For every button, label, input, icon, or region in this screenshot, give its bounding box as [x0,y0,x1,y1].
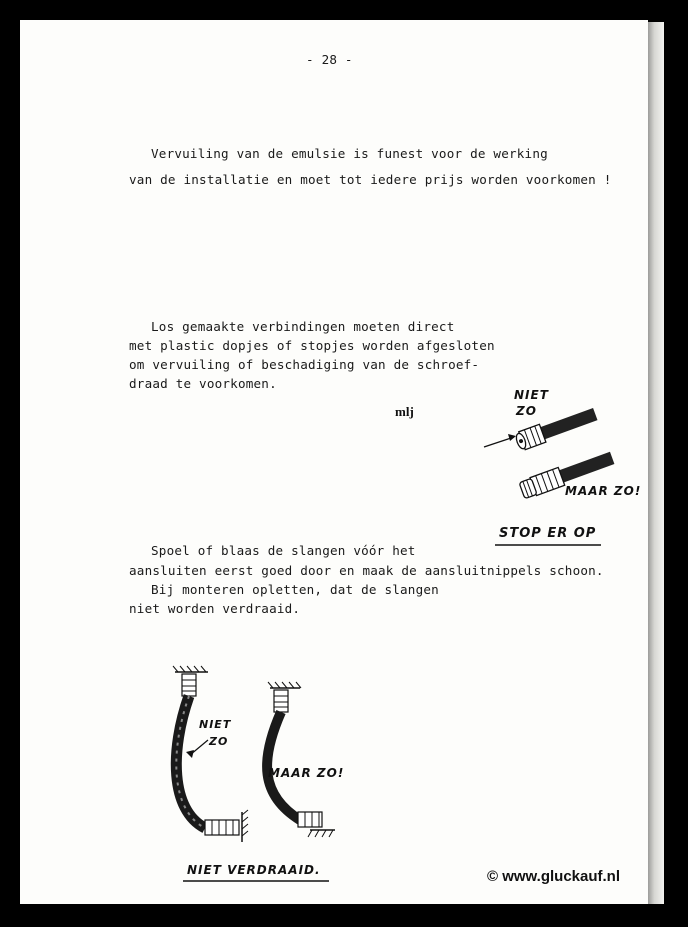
paragraph2-line2: met plastic dopjes of stopjes worden afgesloten [129,338,495,353]
illus2-niet-label: NIET [199,718,232,731]
paragraph1-line2: van de installatie en moet tot iedere prijs worden voorkomen ! [129,172,612,187]
paragraph2-line4: draad te voorkomen. [129,376,277,391]
illus1-caption-underline [495,543,605,547]
page-number: - 28 - [306,52,353,67]
paragraph3-line1: Spoel of blaas de slangen vóór het [151,543,416,558]
illus1-niet-label: NIET [514,388,549,402]
illus1-zo-label: ZO [516,404,537,418]
illus2-maar-zo-label: MAAR ZO! [268,766,345,780]
illus2-caption-underline [183,879,333,883]
illus2-caption: NIET VERDRAAID. [187,863,321,877]
paragraph2-line1: Los gemaakte verbindingen moeten direct [151,319,455,334]
paragraph3-line3: Bij monteren opletten, dat de slangen [151,582,439,597]
initials: mlj [395,404,414,419]
copyright-watermark[interactable]: © www.gluckauf.nl [487,868,621,885]
illus1-maar-zo-label: MAAR ZO! [565,484,642,498]
paragraph2-line3: om vervuiling of beschadiging van de schroef- [129,357,480,372]
page-edge-shadow [648,22,664,904]
paragraph3-line2: aansluiten eerst goed door en maak de aansluitnippels schoon. [129,563,604,578]
illus2-zo-label: ZO [209,735,229,748]
paragraph1-line1: Vervuiling van de emulsie is funest voor de werking [151,146,548,161]
hose-illustration [160,660,360,870]
paragraph3-line4: niet worden verdraaid. [129,601,301,616]
illus1-caption: STOP ER OP [499,526,597,541]
